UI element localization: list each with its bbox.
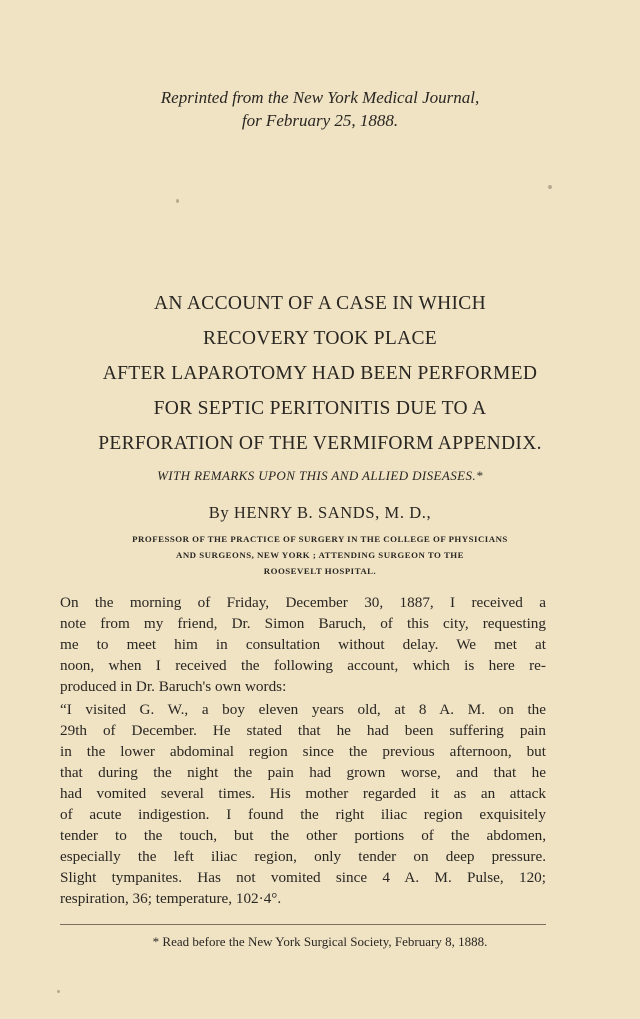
body-line-5: produced in Dr. Baruch's own words: [60, 678, 287, 695]
body-line-1: On the morning of Friday, December 30, 1887, I received a [60, 594, 546, 611]
paper-speck [548, 185, 552, 189]
body-line-14: Slight tympanites. Has not vomited since 4 A. M. Pulse, 120; [60, 869, 546, 886]
author-byline: By HENRY B. SANDS, M. D., [208, 503, 432, 522]
paper-speck [57, 990, 60, 993]
title-line-1: AN ACCOUNT OF A CASE IN WHICH [154, 293, 486, 314]
body-line-4: noon, when I received the following account, which is here re- [60, 657, 546, 674]
body-line-11: of acute indigestion. I found the right iliac region exquisitely [60, 806, 546, 823]
body-line-6: “I visited G. W., a boy eleven years old, at 8 A. M. on the [60, 701, 546, 718]
author-affiliation-line-1: PROFESSOR OF THE PRACTICE OF SURGERY IN THE COLLEGE OF PHYSICIANS [132, 534, 508, 544]
title-line-2: RECOVERY TOOK PLACE [203, 328, 437, 349]
title-line-3: AFTER LAPAROTOMY HAD BEEN PERFORMED [102, 363, 538, 384]
reprint-notice-line-1: Reprinted from the New York Medical Journal, [160, 88, 480, 107]
body-line-2: note from my friend, Dr. Simon Baruch, of this city, requesting [60, 615, 546, 632]
subtitle: WITH REMARKS UPON THIS AND ALLIED DISEASES.* [157, 468, 483, 483]
author-affiliation-line-3: ROOSEVELT HOSPITAL. [263, 566, 377, 576]
reprint-notice-line-2: for February 25, 1888. [241, 111, 399, 130]
paper-speck [176, 199, 179, 203]
title-line-4: FOR SEPTIC PERITONITIS DUE TO A [153, 398, 487, 419]
body-line-12: tender to the touch, but the other portions of the abdomen, [60, 827, 546, 844]
footnote-rule [60, 924, 546, 925]
body-line-7: 29th of December. He stated that he had been suffering pain [60, 722, 546, 739]
body-line-10: had vomited several times. His mother regarded it as an attack [60, 785, 546, 802]
body-line-8: in the lower abdominal region since the previous afternoon, but [60, 743, 546, 760]
title-line-5: PERFORATION OF THE VERMIFORM APPENDIX. [98, 433, 542, 454]
body-line-13: especially the left iliac region, only tender on deep pressure. [60, 848, 546, 865]
author-affiliation-line-2: AND SURGEONS, NEW YORK ; ATTENDING SURGEON TO THE [175, 550, 465, 560]
body-line-3: me to meet him in consultation without delay. We met at [60, 636, 546, 653]
footnote: * Read before the New York Surgical Society, February 8, 1888. [152, 934, 488, 949]
body-line-9: that during the night the pain had grown worse, and that he [60, 764, 546, 781]
body-line-15: respiration, 36; temperature, 102·4°. [60, 890, 282, 907]
